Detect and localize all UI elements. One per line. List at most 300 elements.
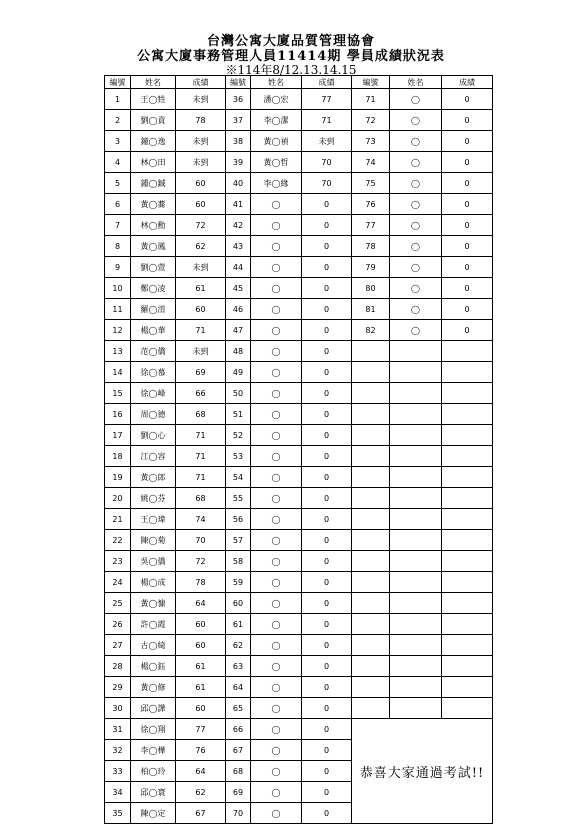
table-row [105,656,493,677]
student-score: 77 [302,89,352,110]
student-no: 35 [105,803,131,824]
student-name: 邱◯譁 [131,698,176,719]
empty-cell [352,530,390,551]
student-name: 李◯樺 [131,740,176,761]
student-name: ◯ [251,404,302,425]
student-no: 19 [105,467,131,488]
student-score: 0 [302,425,352,446]
student-name: 古◯綺 [131,635,176,656]
table-row [105,446,493,467]
student-name: ◯ [251,341,302,362]
student-no: 10 [105,278,131,299]
empty-cell [390,362,442,383]
empty-cell [390,341,442,362]
table-row [105,89,493,110]
student-score: 0 [302,698,352,719]
student-score: 0 [442,194,493,215]
student-no: 33 [105,761,131,782]
student-no: 3 [105,131,131,152]
student-no: 79 [352,257,390,278]
student-score: 未到 [176,257,226,278]
student-score: 0 [302,362,352,383]
student-name: 鍾◯鋮 [131,173,176,194]
table-row [105,404,493,425]
congratulations-note: 恭喜大家通過考試!! [352,719,493,824]
student-no: 25 [105,593,131,614]
table-row [105,278,493,299]
student-score: 72 [176,215,226,236]
student-no: 82 [352,320,390,341]
student-no: 39 [226,152,251,173]
student-no: 48 [226,341,251,362]
student-no: 40 [226,173,251,194]
student-name: ◯ [251,257,302,278]
student-no: 11 [105,299,131,320]
student-no: 59 [226,572,251,593]
empty-cell [442,509,493,530]
student-no: 69 [226,782,251,803]
student-score: 0 [302,593,352,614]
student-score: 61 [176,677,226,698]
empty-cell [352,404,390,425]
student-no: 1 [105,89,131,110]
student-score: 0 [442,236,493,257]
empty-cell [442,572,493,593]
student-no: 54 [226,467,251,488]
empty-cell [352,383,390,404]
student-score: 0 [302,572,352,593]
student-score: 0 [302,551,352,572]
student-score: 0 [302,236,352,257]
student-score: 71 [176,467,226,488]
student-score: 60 [176,173,226,194]
empty-cell [390,383,442,404]
student-no: 45 [226,278,251,299]
empty-cell [442,362,493,383]
student-score: 0 [442,131,493,152]
student-name: 黃◯慷 [131,593,176,614]
empty-cell [352,551,390,572]
student-no: 71 [352,89,390,110]
student-score: 69 [176,362,226,383]
student-no: 34 [105,782,131,803]
student-score: 61 [176,278,226,299]
table-row [105,488,493,509]
student-name: ◯ [390,110,442,131]
empty-cell [442,341,493,362]
student-score: 0 [442,173,493,194]
empty-cell [352,614,390,635]
student-score: 0 [302,257,352,278]
student-no: 47 [226,320,251,341]
empty-cell [352,677,390,698]
header-no-2: 編號 [226,76,251,89]
student-no: 64 [226,677,251,698]
student-score: 71 [176,320,226,341]
student-no: 75 [352,173,390,194]
empty-cell [352,446,390,467]
student-name: 黃◯修 [131,677,176,698]
empty-cell [442,488,493,509]
header-name-3: 姓名 [390,76,442,89]
student-no: 55 [226,488,251,509]
table-row [105,719,493,740]
student-score: 未到 [176,152,226,173]
student-no: 61 [226,614,251,635]
student-name: ◯ [251,467,302,488]
student-no: 62 [226,635,251,656]
student-no: 38 [226,131,251,152]
student-score: 0 [302,383,352,404]
student-score: 74 [176,509,226,530]
student-name: ◯ [251,509,302,530]
student-score: 0 [442,110,493,131]
student-name: 鐘◯逸 [131,131,176,152]
table-row [105,173,493,194]
student-score: 0 [302,740,352,761]
student-name: 徐◯慕 [131,362,176,383]
student-no: 76 [352,194,390,215]
student-score: 0 [302,488,352,509]
student-score: 60 [176,635,226,656]
student-name: ◯ [251,320,302,341]
student-no: 51 [226,404,251,425]
student-score: 0 [442,320,493,341]
table-row [105,236,493,257]
student-name: ◯ [251,677,302,698]
student-no: 70 [226,803,251,824]
table-row [105,257,493,278]
student-score: 0 [302,614,352,635]
header-name-2: 姓名 [251,76,302,89]
student-name: ◯ [390,89,442,110]
empty-cell [352,656,390,677]
student-score: 0 [302,299,352,320]
student-score: 0 [302,677,352,698]
table-row [105,131,493,152]
student-name: ◯ [390,173,442,194]
student-score: 67 [176,803,226,824]
student-score: 70 [302,173,352,194]
student-no: 67 [226,740,251,761]
student-name: ◯ [251,299,302,320]
table-row [105,362,493,383]
table-row [105,320,493,341]
empty-cell [390,446,442,467]
student-score: 0 [302,194,352,215]
empty-cell [352,467,390,488]
student-name: 江◯容 [131,446,176,467]
student-name: ◯ [390,320,442,341]
student-score: 77 [176,719,226,740]
student-score: 62 [176,782,226,803]
empty-cell [390,635,442,656]
header-row [105,76,493,89]
empty-cell [352,593,390,614]
student-score: 71 [176,446,226,467]
page-title: 台灣公寓大廈品質管理協會 [206,34,375,49]
student-no: 57 [226,530,251,551]
empty-cell [390,656,442,677]
student-name: 鄭◯凌 [131,278,176,299]
table-row [105,467,493,488]
empty-cell [352,488,390,509]
student-no: 43 [226,236,251,257]
empty-cell [390,467,442,488]
empty-cell [390,488,442,509]
student-no: 7 [105,215,131,236]
student-name: ◯ [251,803,302,824]
student-name: 李◯緣 [251,173,302,194]
student-no: 36 [226,89,251,110]
empty-cell [442,677,493,698]
student-score: 76 [176,740,226,761]
empty-cell [390,698,442,719]
student-name: 黃◯蕎 [131,194,176,215]
student-name: 劉◯賁 [131,110,176,131]
student-score: 78 [176,572,226,593]
student-name: 王◯瑋 [131,509,176,530]
student-no: 46 [226,299,251,320]
student-no: 66 [226,719,251,740]
student-name: ◯ [251,425,302,446]
student-no: 4 [105,152,131,173]
table-row [105,551,493,572]
student-score: 0 [302,761,352,782]
table-row [105,677,493,698]
empty-cell [442,530,493,551]
student-score: 0 [302,215,352,236]
empty-cell [390,614,442,635]
empty-cell [352,572,390,593]
student-no: 5 [105,173,131,194]
student-score: 0 [302,635,352,656]
empty-cell [390,404,442,425]
student-name: ◯ [251,383,302,404]
student-no: 52 [226,425,251,446]
student-score: 0 [302,530,352,551]
student-name: ◯ [251,194,302,215]
student-score: 0 [442,215,493,236]
student-name: ◯ [251,761,302,782]
empty-cell [442,551,493,572]
student-name: ◯ [390,236,442,257]
student-no: 24 [105,572,131,593]
student-name: 黃◯鳳 [131,236,176,257]
table-row [105,425,493,446]
empty-cell [442,404,493,425]
header-score-1: 成績 [176,76,226,89]
student-score: 0 [302,404,352,425]
student-no: 18 [105,446,131,467]
student-name: 徐◯峰 [131,383,176,404]
empty-cell [442,614,493,635]
student-score: 未到 [176,341,226,362]
student-name: 潘◯宏 [251,89,302,110]
student-score: 70 [176,530,226,551]
student-name: 黃◯郎 [131,467,176,488]
student-name: ◯ [251,488,302,509]
student-no: 72 [352,110,390,131]
student-name: ◯ [251,362,302,383]
empty-cell [390,593,442,614]
student-name: 羅◯淯 [131,299,176,320]
student-no: 65 [226,698,251,719]
student-name: ◯ [251,614,302,635]
empty-cell [442,698,493,719]
student-score: 71 [176,425,226,446]
student-no: 37 [226,110,251,131]
student-no: 56 [226,509,251,530]
student-no: 49 [226,362,251,383]
student-no: 60 [226,593,251,614]
student-score: 0 [442,278,493,299]
student-no: 6 [105,194,131,215]
student-score: 64 [176,761,226,782]
student-score: 68 [176,488,226,509]
student-score: 未到 [176,131,226,152]
student-score: 0 [302,320,352,341]
student-name: ◯ [251,593,302,614]
student-score: 60 [176,614,226,635]
student-score: 0 [302,278,352,299]
student-score: 60 [176,194,226,215]
student-no: 41 [226,194,251,215]
empty-cell [442,656,493,677]
student-score: 0 [302,509,352,530]
student-no: 58 [226,551,251,572]
student-no: 28 [105,656,131,677]
student-score: 71 [302,110,352,131]
student-name: 吳◯僑 [131,551,176,572]
student-name: ◯ [251,278,302,299]
student-name: ◯ [390,215,442,236]
student-score: 未到 [176,89,226,110]
student-score: 64 [176,593,226,614]
score-table [104,75,493,824]
empty-cell [390,572,442,593]
student-name: 劉◯萱 [131,257,176,278]
student-name: 許◯霞 [131,614,176,635]
table-row [105,215,493,236]
student-score: 78 [176,110,226,131]
student-score: 61 [176,656,226,677]
student-no: 42 [226,215,251,236]
student-score: 0 [302,467,352,488]
student-name: ◯ [390,131,442,152]
student-name: 林◯勳 [131,215,176,236]
student-name: 陳◯菊 [131,530,176,551]
empty-cell [390,425,442,446]
empty-cell [442,467,493,488]
student-score: 60 [176,698,226,719]
table-row [105,194,493,215]
table-row [105,530,493,551]
empty-cell [390,530,442,551]
student-name: 黃◯禎 [251,131,302,152]
student-score: 0 [302,803,352,824]
student-no: 68 [226,761,251,782]
student-no: 8 [105,236,131,257]
student-name: ◯ [390,299,442,320]
empty-cell [390,677,442,698]
student-no: 74 [352,152,390,173]
student-name: 柏◯玲 [131,761,176,782]
table-row [105,152,493,173]
student-name: 楊◯華 [131,320,176,341]
student-score: 0 [442,89,493,110]
student-no: 27 [105,635,131,656]
empty-cell [442,593,493,614]
student-name: 范◯僑 [131,341,176,362]
table-row [105,383,493,404]
student-name: 劉◯心 [131,425,176,446]
student-no: 77 [352,215,390,236]
student-no: 21 [105,509,131,530]
student-name: ◯ [251,215,302,236]
student-name: ◯ [251,572,302,593]
empty-cell [352,341,390,362]
table-row [105,614,493,635]
table-row [105,635,493,656]
student-no: 53 [226,446,251,467]
student-no: 20 [105,488,131,509]
student-name: 邱◯寰 [131,782,176,803]
student-score: 62 [176,236,226,257]
student-name: 楊◯鈺 [131,656,176,677]
student-name: ◯ [251,635,302,656]
student-no: 13 [105,341,131,362]
empty-cell [442,446,493,467]
table-row [105,593,493,614]
header-score-2: 成績 [302,76,352,89]
table-row [105,341,493,362]
student-no: 22 [105,530,131,551]
student-no: 12 [105,320,131,341]
student-score: 66 [176,383,226,404]
student-no: 2 [105,110,131,131]
empty-cell [352,425,390,446]
empty-cell [442,383,493,404]
student-no: 81 [352,299,390,320]
student-name: ◯ [390,278,442,299]
student-name: ◯ [251,782,302,803]
student-no: 50 [226,383,251,404]
student-score: 0 [302,656,352,677]
empty-cell [352,635,390,656]
header-no-3: 編號 [352,76,390,89]
student-name: ◯ [390,152,442,173]
student-name: ◯ [251,530,302,551]
student-no: 16 [105,404,131,425]
student-name: 徐◯翔 [131,719,176,740]
student-score: 0 [302,782,352,803]
student-name: 姚◯芬 [131,488,176,509]
student-no: 9 [105,257,131,278]
student-score: 0 [302,446,352,467]
student-no: 29 [105,677,131,698]
student-score: 0 [302,341,352,362]
student-name: ◯ [251,551,302,572]
empty-cell [352,509,390,530]
student-score: 60 [176,299,226,320]
empty-cell [390,509,442,530]
student-name: ◯ [390,257,442,278]
student-no: 63 [226,656,251,677]
table-row [105,299,493,320]
student-name: ◯ [390,194,442,215]
student-score: 70 [302,152,352,173]
